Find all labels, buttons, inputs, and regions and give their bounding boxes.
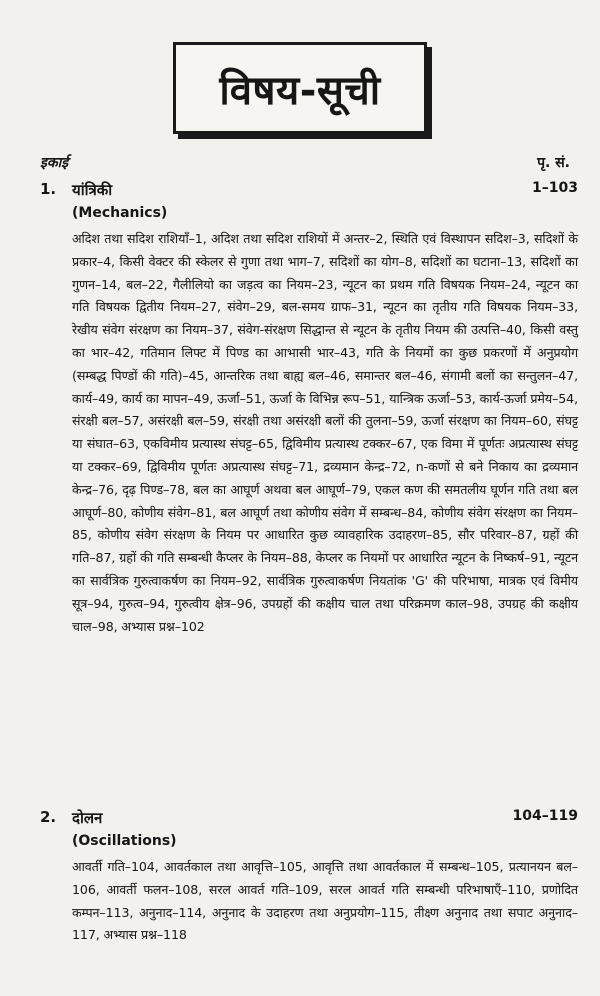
unit-english-title: (Oscillations) [72, 833, 177, 849]
title-box [173, 42, 427, 134]
unit-number: 1. [40, 180, 57, 198]
unit-title: दोलन [72, 809, 103, 827]
unit-entry-mechanics [40, 180, 578, 638]
page-number-column-header: पृ. सं. [537, 155, 570, 171]
unit-column-header: इकाई [40, 155, 69, 171]
unit-title: यांत्रिकी [72, 181, 113, 199]
unit-topics: अदिश तथा सदिश राशियाँ–1, अदिश तथा सदिश राशियों में अन्तर–2, स्थिति एवं विस्थापन सदिश–3, सदिशों के प्रकार–4, किसी वेक्टर की स्केलर से गुणा तथा भाग–7, सदिशों का योग–8, सदिशों का घटाना–13, सदिशों का गुणन–14, बल–22, गैलीलियो का जड़त्व का नियम–23, न्यूटन का प्रथम गति विषयक नियम–24, न्यूटन का गति विषयक द्वितीय नियम–27, संवेग–29, बल-समय ग्राफ–31, न्यूटन का तृतीय गति विषयक नियम–33, रेखीय संवेग संरक्षण का नियम–37, संवेग-संरक्षण सिद्धान्त से न्यूटन के तृतीय नियम की उत्पत्ति–40, किसी वस्तु का भार–42, गतिमान लिफ्ट में पिण्ड का आभासी भार–43, गति के नियमों का कुछ प्रकरणों में अनुप्रयोग (सम्बद्ध पिण्डों की गति)–45, आन्तरिक तथा बाह्य बल–46, समान्तर बल–46, संगामी बलों का सन्तुलन–47, कार्य–49, कार्य का मापन–49, ऊर्जा–51, ऊर्जा के विभिन्न रूप–51, यान्त्रिक ऊर्जा–53, कार्य-ऊर्जा प्रमेय–54, संरक्षी बल–57, असंरक्षी बल–59, संरक्षी तथा असंरक्षी बलों की तुलना–59, ऊर्जा संरक्षण का नियम–60, संघट्ट या संघात–63, एकविमीय प्रत्यास्थ संघट्ट–65, द्विविमीय प्रत्यास्थ टक्कर–67, एक विमा में पूर्णतः अप्रत्यास्थ संघट्ट या टक्कर–69, द्विविमीय पूर्णतः अप्रत्यास्थ संघट्ट–71, द्रव्यमान केन्द्र–72, n-कणों से बने निकाय का द्रव्यमान केन्द्र–76, दृढ़ पिण्ड–78, बल का आघूर्ण अथवा बल आघूर्ण–79, एकल कण की समतलीय घूर्णन गति तथा बल आघूर्ण–80, कोणीय संवेग–81, बल आघूर्ण तथा कोणीय संवेग में सम्बन्ध–84, कोणीय संवेग संरक्षण का नियम–85, कोणीय संवेग संरक्षण के नियम पर आधारित कुछ व्यावहारिक उदाहरण–85, सौर परिवार–87, ग्रहों की गति–87, ग्रहों की गति सम्बन्धी कैप्लर के नियम–88, केप्लर क नियमों पर आधारित न्यूटन के निष्कर्ष–91, न्यूटन का सार्वत्रिक गुरुत्वाकर्षण का नियम–92, सार्वत्रिक गुरुत्वाकर्षण नियतांक 'G' की परिभाषा, मात्रक एवं विमीय सूत्र–94, गुरुत्व–94, गुरुत्वीय क्षेत्र–96, उपग्रहों की कक्षीय चाल तथा परिक्रमण काल–98, उपग्रह की कक्षीय चाल–98, अभ्यास प्रश्न–102 [72, 231, 578, 634]
unit-english-title: (Mechanics) [72, 205, 168, 221]
page-title: विषय-सूची [219, 67, 381, 114]
unit-topics: आवर्ती गति–104, आवर्तकाल तथा आवृत्ति–105, आवृत्ति तथा आवर्तकाल में सम्बन्ध–105, प्रत्यानयन बल–106, आवर्ती फलन–108, सरल आवर्त गति–109, सरल आवर्त गति सम्बन्धी परिभाषाएँ–110, प्रणोदित कम्पन–113, अनुनाद–114, अनुनाद के उदाहरण तथा अनुप्रयोग–115, तीक्ष्ण अनुनाद तथा सपाट अनुनाद–117, अभ्यास प्रश्न–118 [72, 859, 578, 943]
unit-number: 2. [40, 808, 57, 826]
unit-page-range: 1–103 [532, 180, 578, 196]
unit-page-range: 104–119 [512, 808, 578, 824]
unit-entry-oscillations [40, 808, 578, 947]
